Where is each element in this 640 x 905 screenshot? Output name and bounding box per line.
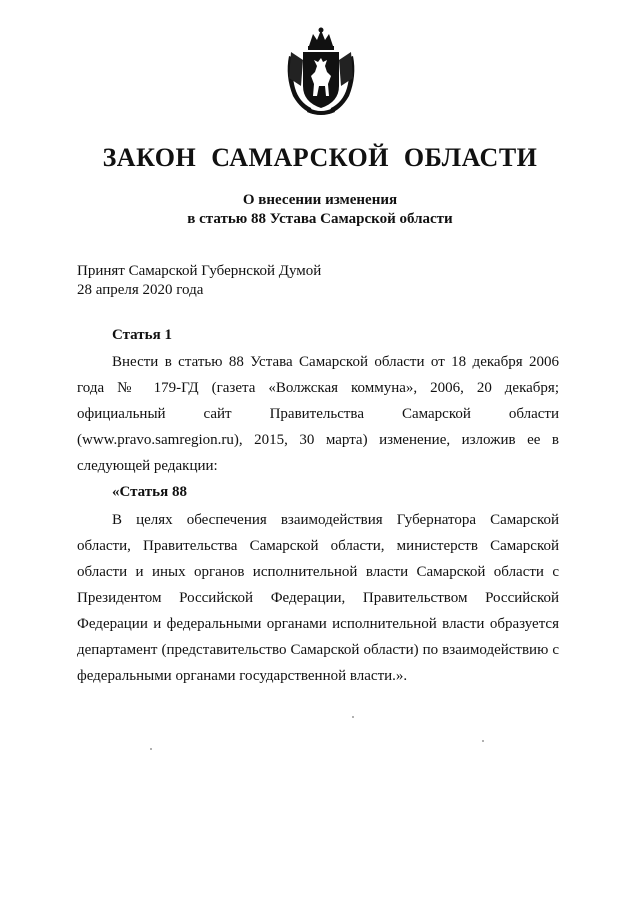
article-88-heading: «Статья 88 xyxy=(112,484,187,500)
law-subtitle xyxy=(0,191,640,229)
adoption-info xyxy=(77,262,321,300)
subtitle-line-1: О внесении изменения xyxy=(242,192,398,208)
adopted-date: 28 апреля 2020 года xyxy=(77,282,204,298)
adopted-by: Принят Самарской Губернской Думой xyxy=(77,263,322,279)
law-title: ЗАКОН САМАРСКОЙ ОБЛАСТИ xyxy=(102,143,538,172)
article-1-text: Внести в статью 88 Устава Самарской области от 18 декабря 2006 года № 179-ГД (газета «Волжская коммуна», 2006, 20 декабря; официальный сайт Правительства Самарской области (www.pravo.samregion.ru), 2015, 30 марта) изменение, изложив ее в следующей редакции: xyxy=(77,354,559,474)
scan-artifact xyxy=(482,740,484,742)
article-1-heading: Статья 1 xyxy=(112,327,172,343)
scan-artifact xyxy=(150,748,152,750)
article-88-text: В целях обеспечения взаимодействия Губернатора Самарской области, Правительства Самарской области, министерств Самарской области и иных органов исполнительной власти Самарской области с Президентом Российской Федерации, Правительством Российской Федерации и федеральными органами исполнительной власти образуется департамент (представительство Самарской области) по взаимодействию с федеральными органами государственной власти.». xyxy=(77,512,559,684)
samara-coat-of-arms-icon xyxy=(283,26,359,120)
scan-artifact xyxy=(352,716,354,718)
subtitle-line-2: в статью 88 Устава Самарской области xyxy=(187,211,453,227)
